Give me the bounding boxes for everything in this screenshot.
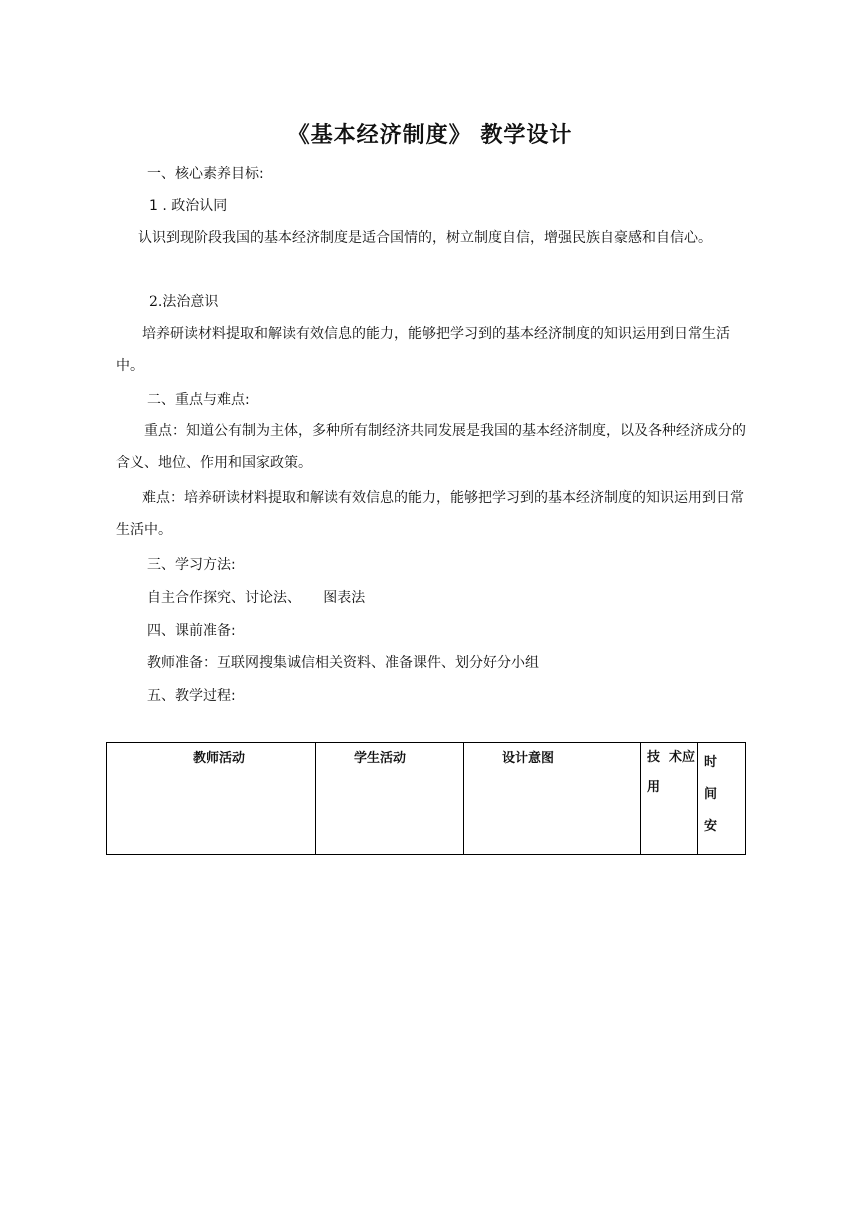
table-col-design [464,743,641,854]
table-header-time-arrangement: 时间安 [704,755,718,834]
table-col-teacher [107,743,316,854]
section-4-text: 教师准备：互联网搜集诚信相关资料、准备课件、划分好分小组 [147,655,539,671]
section-1-item-1-text: 认识到现阶段我国的基本经济制度是适合国情的，树立制度自信，增强民族自豪感和自信心。 [138,230,712,246]
section-3-heading: 三、学习方法: [147,557,236,573]
section-1-heading: 一、核心素养目标: [147,166,264,182]
table-header-student-activity: 学生活动 [354,751,407,766]
document-title: 《基本经济制度》 教学设计 [287,123,573,148]
section-2-difficult-point: 难点：培养研读材料提取和解读有效信息的能力，能够把学习到的基本经济制度的知识运用到日常生活中。 [116,490,744,538]
section-2-key-point: 重点：知道公有制为主体，多种所有制经济共同发展是我国的基本经济制度，以及各种经济成分的含义、地位、作用和国家政策。 [116,423,746,471]
section-5-heading: 五、教学过程: [147,688,236,704]
section-1-item-2: 2.法治意识 [149,294,219,310]
table-header-design-intent: 设计意图 [502,751,555,766]
table-header-tech-application: 技 术应用 [647,750,696,795]
section-1-item-2-text: 培养研读材料提取和解读有效信息的能力，能够把学习到的基本经济制度的知识运用到日常生活中。 [116,326,730,374]
section-3-text: 自主合作探究、讨论法、 图表法 [147,590,366,606]
section-4-heading: 四、课前准备: [147,623,236,639]
table-col-time [698,743,745,854]
section-1-item-1: 1 . 政治认同 [149,198,228,214]
table-header-teacher-activity: 教师活动 [193,751,246,766]
table-col-student [316,743,464,854]
table-col-tech [641,743,698,854]
section-2-heading: 二、重点与难点: [147,392,250,408]
teaching-process-table [106,742,746,855]
